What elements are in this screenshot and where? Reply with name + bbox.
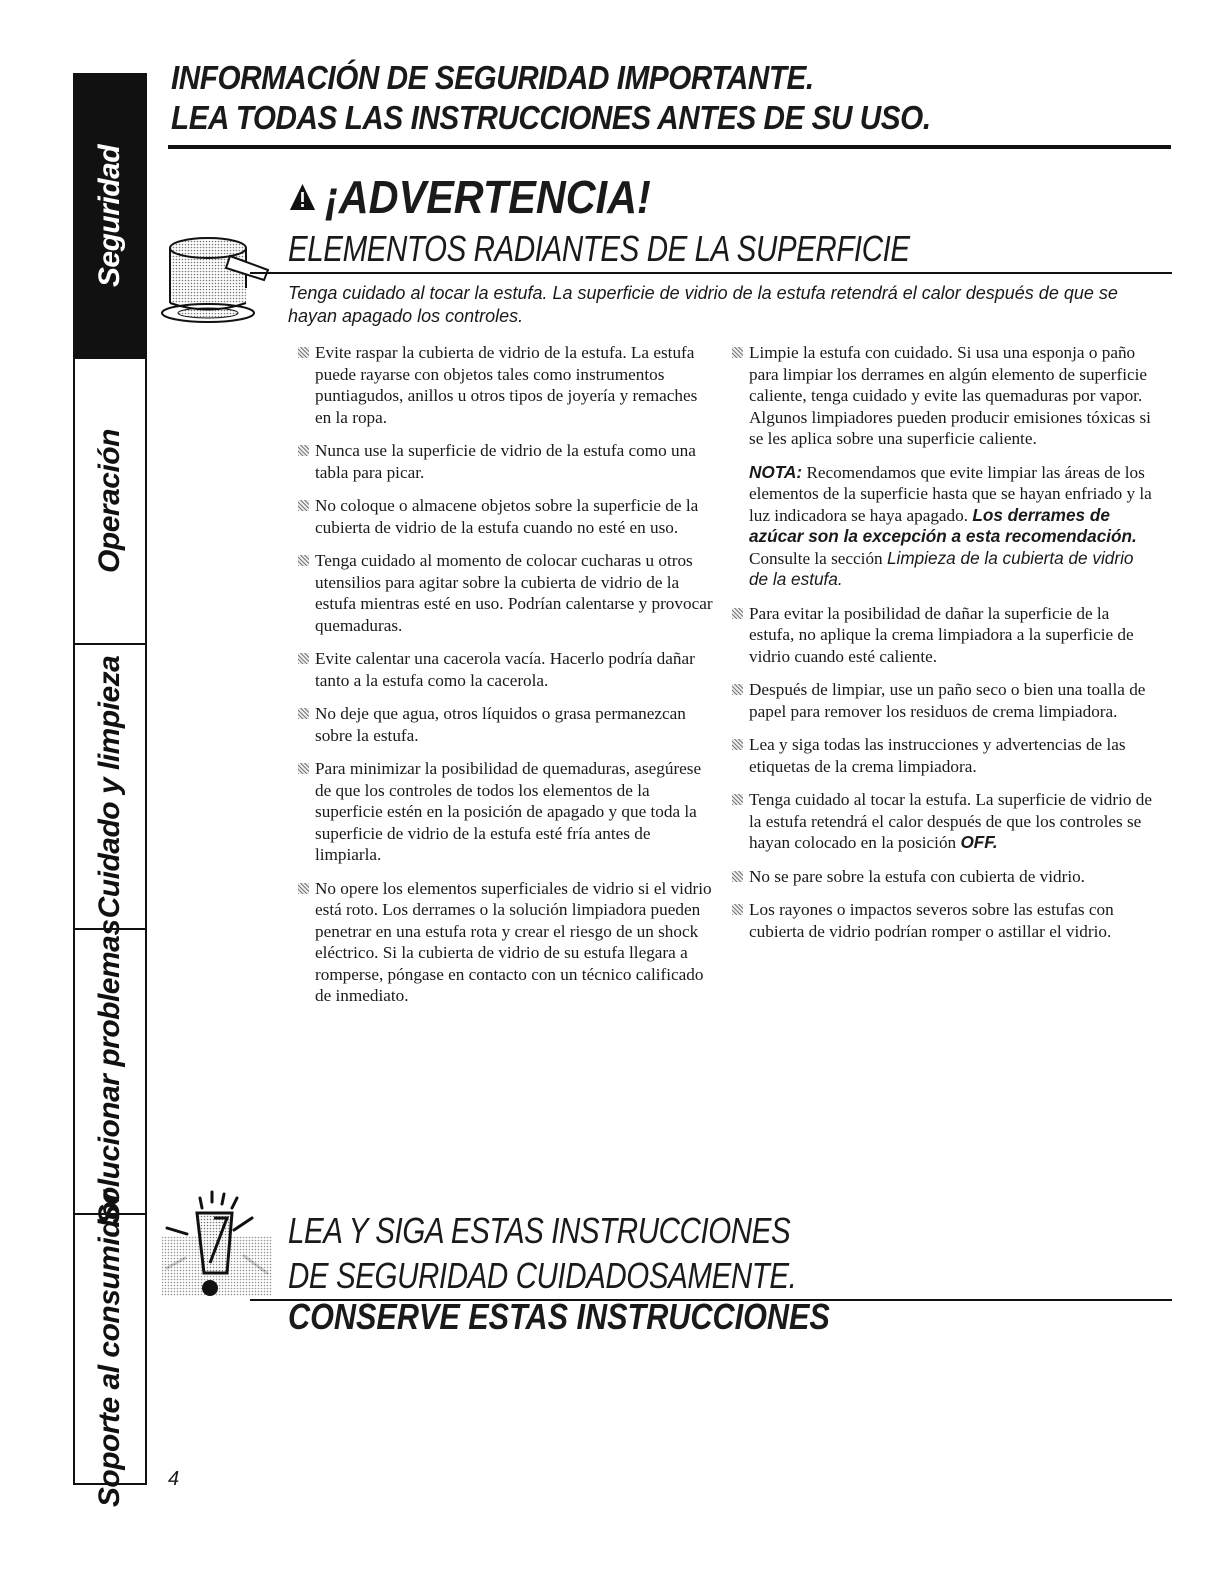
note-paragraph: NOTA: Recomendamos que evite limpiar las áreas de los elementos de la superficie hasta que se hayan enfriado y la luz indicadora se haya apagado. Los derrames de azúcar son la excepción a esta recomendación. Consulte la sección Limpieza de la cubierta de vidrio de la estufa. <box>749 461 1152 589</box>
section-sidebar <box>73 73 147 1508</box>
tab-label: Solucionar problemas <box>93 918 126 1225</box>
list-item: Nunca use la superficie de vidrio de la estufa como una tabla para picar. <box>298 440 713 483</box>
section-title: ELEMENTOS RADIANTES DE LA SUPERFICIE <box>288 228 910 269</box>
header-line-1: INFORMACIÓN DE SEGURIDAD IMPORTANTE. <box>171 59 814 96</box>
list-item: No coloque o almacene objetos sobre la superficie de la cubierta de vidrio de la estufa cuando no esté en uso. <box>298 495 713 538</box>
tab-label: Cuidado y limpieza <box>93 655 126 918</box>
note-emphasis: Los derrames de azúcar son la excepción a esta recomendación. <box>749 504 1137 546</box>
tab-label: Operación <box>93 429 126 573</box>
bullet-icon <box>298 555 309 566</box>
bullet-icon <box>732 739 743 750</box>
reminder-line-1: LEA Y SIGA ESTAS INSTRUCCIONES <box>288 1210 791 1251</box>
tab-solucionar-problemas[interactable] <box>75 918 145 1225</box>
list-item: No deje que agua, otros líquidos o grasa permanezcan sobre la estufa. <box>298 703 713 746</box>
bullet-icon <box>732 684 743 695</box>
section-intro: Tenga cuidado al tocar la estufa. La superficie de vidrio de la estufa retendrá el calor después de que se hayan apagado los controles. <box>288 283 1118 326</box>
note-reference: Limpieza de la cubierta de vidrio de la estufa. <box>749 547 1134 589</box>
bullet-icon <box>298 883 309 894</box>
list-item: Limpie la estufa con cuidado. Si usa una esponja o paño para limpiar los derrames en algún elemento de superficie caliente, tenga cuidado y evite las quemaduras por vapor. Algunos limpiadores pueden producir emisiones tóxicas si se les aplica sobre una superficie caliente. <box>732 342 1152 450</box>
off-label: OFF. <box>960 832 998 852</box>
list-item: Tenga cuidado al momento de colocar cucharas u otros utensilios para agitar sobre la cubierta de vidrio de la estufa mientras esté en uso. Podrían calentarse y provocar quemaduras. <box>298 550 713 636</box>
page-header <box>171 58 1171 138</box>
list-item: Los rayones o impactos severos sobre las estufas con cubierta de vidrio podrían romper o astillar el vidrio. <box>732 899 1152 942</box>
cooktop-element-icon <box>160 228 270 323</box>
warning-icon <box>289 182 316 212</box>
bullet-icon <box>732 794 743 805</box>
alert-reading-icon <box>152 1188 277 1306</box>
bullet-icon <box>298 500 309 511</box>
tab-label: Seguridad <box>93 144 126 288</box>
tab-label: Soporte al consumidor <box>93 1190 126 1508</box>
list-item: Lea y siga todas las instrucciones y advertencias de las etiquetas de la crema limpiadora. <box>732 734 1152 777</box>
bullet-icon <box>298 347 309 358</box>
right-column <box>732 342 1152 954</box>
list-item: No opere los elementos superficiales de vidrio si el vidrio está roto. Los derrames o la solución limpiadora pueden penetrar en una estufa rota y crear el riesgo de un shock eléctrico. Si la cubierta de vidrio de su estufa llegara a romperse, póngase en contacto con un técnico calificado de inmediato. <box>298 878 713 1007</box>
bullet-icon <box>732 347 743 358</box>
list-item: Después de limpiar, use un paño seco o bien una toalla de papel para remover los residuos de crema limpiadora. <box>732 679 1152 722</box>
section-rule <box>250 272 1172 274</box>
warning-heading <box>289 170 651 224</box>
bullet-icon <box>732 608 743 619</box>
tab-seguridad[interactable] <box>75 75 145 359</box>
conserve-heading: CONSERVE ESTAS INSTRUCCIONES <box>288 1296 830 1337</box>
tab-operacion[interactable] <box>75 359 145 645</box>
note-label: NOTA: <box>749 461 803 482</box>
bullet-icon <box>298 445 309 456</box>
list-item: Evite raspar la cubierta de vidrio de la estufa. La estufa puede rayarse con objetos tales como instrumentos puntiagudos, anillos u otros tipos de joyería y remaches en la ropa. <box>298 342 713 428</box>
warning-title: ¡ADVERTENCIA! <box>325 171 651 223</box>
list-item: Para evitar la posibilidad de dañar la superficie de la estufa, no aplique la crema limpiadora a la superficie de vidrio cuando esté caliente. <box>732 603 1152 668</box>
left-column <box>298 342 713 1019</box>
bullet-icon <box>298 708 309 719</box>
bullet-icon <box>732 904 743 915</box>
bullet-icon <box>298 653 309 664</box>
bullet-icon <box>298 763 309 774</box>
tab-soporte-al-consumidor[interactable] <box>75 1190 145 1508</box>
reminder-line-2: DE SEGURIDAD CUIDADOSAMENTE. <box>288 1255 797 1296</box>
list-item: No se pare sobre la estufa con cubierta de vidrio. <box>732 866 1152 888</box>
list-item: Para minimizar la posibilidad de quemaduras, asegúrese de que los controles de todos los elementos de la superficie estén en la posición de apagado y que toda la superficie de vidrio de la estufa esté fría antes de limpiarla. <box>298 758 713 866</box>
list-item: Evite calentar una cacerola vacía. Hacerlo podría dañar tanto a la estufa como la cacerola. <box>298 648 713 691</box>
page-number: 4 <box>168 1468 180 1490</box>
list-item: Tenga cuidado al tocar la estufa. La superficie de vidrio de la estufa retendrá el calor después de que los controles se hayan colocado en la posición OFF. <box>732 789 1152 854</box>
header-line-2: LEA TODAS LAS INSTRUCCIONES ANTES DE SU USO. <box>171 99 931 136</box>
bullet-icon <box>732 871 743 882</box>
header-rule <box>168 145 1171 149</box>
tab-cuidado-y-limpieza[interactable] <box>75 645 145 930</box>
